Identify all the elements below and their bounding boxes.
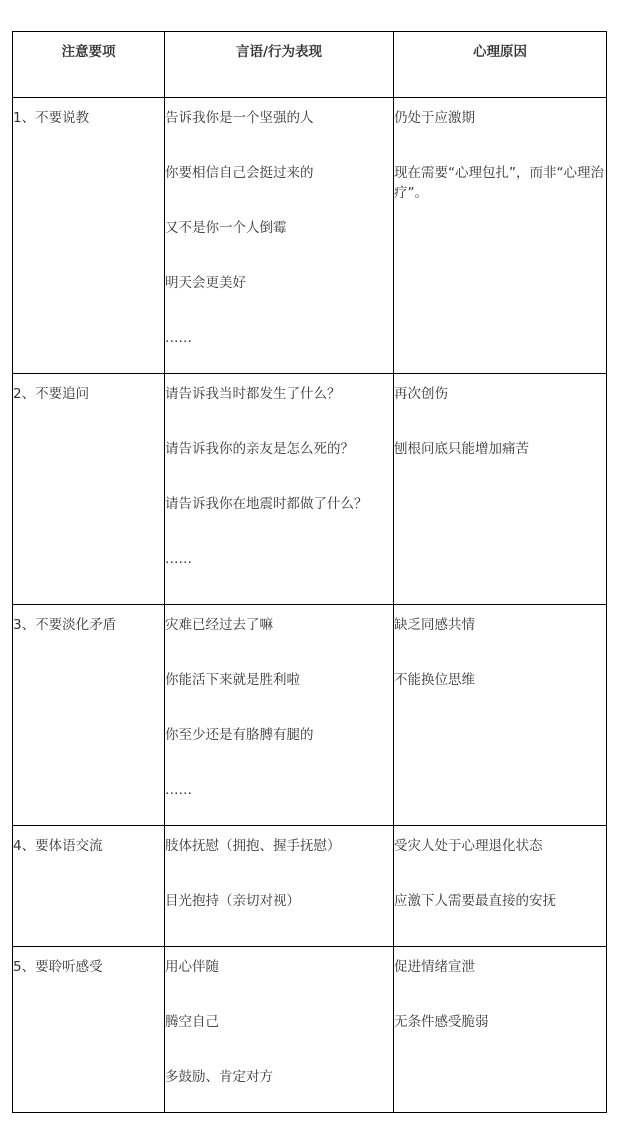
- behavior-cell: [165, 947, 394, 1113]
- guidance-table: [12, 31, 607, 1113]
- behavior-line: 告诉我你是一个坚强的人: [165, 110, 314, 126]
- reason-line: 无条件感受脆弱: [394, 1014, 489, 1030]
- table-row: [13, 374, 607, 605]
- item-label: 3、不要淡化矛盾: [13, 617, 117, 633]
- behavior-line: ……: [165, 782, 192, 798]
- behavior-line: 多鼓励、肯定对方: [165, 1069, 273, 1085]
- reason-line: 仍处于应激期: [394, 110, 475, 126]
- reason-cell: [394, 605, 607, 826]
- behavior-line: 目光抱持（亲切对视）: [165, 893, 300, 909]
- table-row: [13, 947, 607, 1113]
- reason-cell: [394, 947, 607, 1113]
- header-reason: 心理原因: [394, 32, 607, 98]
- reason-line: 促进情绪宣泄: [394, 959, 475, 975]
- behavior-line: 用心伴随: [165, 959, 219, 975]
- item-cell: [13, 826, 165, 947]
- behavior-line: 你要相信自己会挺过来的: [165, 165, 314, 181]
- behavior-line: 请告诉我你在地震时都做了什么？: [165, 496, 368, 512]
- behavior-line: 请告诉我当时都发生了什么？: [165, 386, 341, 402]
- item-cell: [13, 947, 165, 1113]
- reason-line: 应激下人需要最直接的安抚: [394, 893, 556, 909]
- reason-line: 受灾人处于心理退化状态: [394, 838, 543, 854]
- item-cell: [13, 374, 165, 605]
- behavior-line: ……: [165, 551, 192, 567]
- table-row: [13, 826, 607, 947]
- table-header-row: [13, 32, 607, 98]
- behavior-line: 你能活下来就是胜利啦: [165, 672, 300, 688]
- reason-line: 刨根问底只能增加痛苦: [394, 441, 529, 457]
- header-behavior: 言语/行为表现: [165, 32, 394, 98]
- item-label: 5、要聆听感受: [13, 959, 103, 975]
- behavior-line: 又不是你一个人倒霉: [165, 220, 287, 236]
- table-row: [13, 605, 607, 826]
- behavior-cell: [165, 605, 394, 826]
- item-label: 1、不要说教: [13, 110, 90, 126]
- behavior-cell: [165, 826, 394, 947]
- item-label: 4、要体语交流: [13, 838, 103, 854]
- behavior-line: 肢体抚慰（拥抱、握手抚慰）: [165, 838, 341, 854]
- behavior-cell: [165, 374, 394, 605]
- behavior-line: 灾难已经过去了嘛: [165, 617, 273, 633]
- reason-line: 现在需要“心理包扎”，而非“心理治疗”。: [394, 165, 604, 201]
- header-item: 注意要项: [13, 32, 165, 98]
- item-cell: [13, 98, 165, 374]
- reason-line: 缺乏同感共情: [394, 617, 475, 633]
- item-label: 2、不要追问: [13, 386, 90, 402]
- table-row: [13, 98, 607, 374]
- behavior-line: 请告诉我你的亲友是怎么死的？: [165, 441, 354, 457]
- behavior-line: 你至少还是有胳膊有腿的: [165, 727, 314, 743]
- reason-cell: [394, 374, 607, 605]
- behavior-line: 明天会更美好: [165, 275, 246, 291]
- reason-line: 再次创伤: [394, 386, 448, 402]
- reason-cell: [394, 826, 607, 947]
- reason-line: 不能换位思维: [394, 672, 475, 688]
- behavior-line: ……: [165, 330, 192, 346]
- behavior-line: 腾空自己: [165, 1014, 219, 1030]
- reason-cell: [394, 98, 607, 374]
- behavior-cell: [165, 98, 394, 374]
- item-cell: [13, 605, 165, 826]
